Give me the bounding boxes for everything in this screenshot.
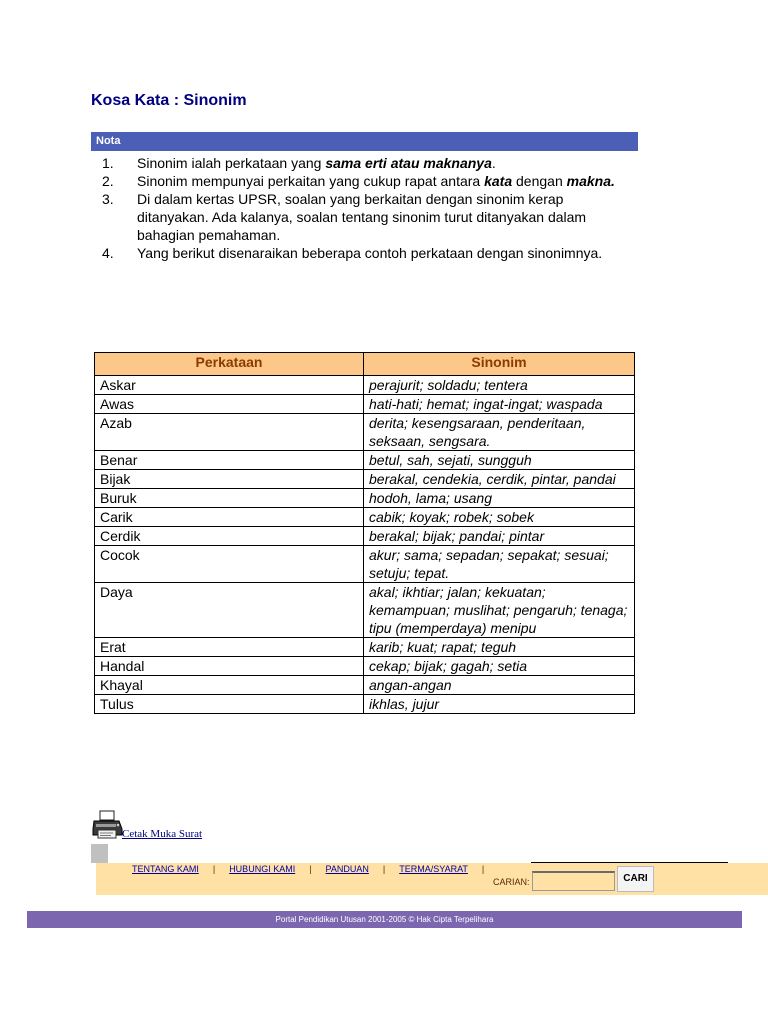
table-row — [95, 638, 635, 657]
search-button[interactable]: CARI — [617, 866, 654, 892]
search-input[interactable] — [532, 871, 615, 891]
copyright-footer: Portal Pendidikan Utusan 2001-2005 © Hak Cipta Terpelihara — [27, 911, 742, 928]
table-row — [95, 451, 635, 470]
synonym-cell: betul, sah, sejati, sungguh — [364, 451, 635, 470]
nav-links — [132, 864, 498, 874]
list-item — [102, 172, 632, 190]
synonym-table — [94, 352, 635, 714]
footer-nav — [96, 863, 768, 895]
text-segment: Sinonim mempunyai perkaitan yang cukup rapat antara — [137, 173, 485, 189]
word-cell: Askar — [95, 376, 364, 395]
word-cell: Azab — [95, 414, 364, 451]
list-number: 3. — [102, 191, 114, 207]
search-label: CARIAN: — [493, 877, 530, 887]
table-row — [95, 395, 635, 414]
table-row — [95, 695, 635, 714]
word-cell: Benar — [95, 451, 364, 470]
nav-separator: | — [309, 864, 312, 874]
nav-link-terma-syarat[interactable]: TERMA/SYARAT — [399, 864, 468, 874]
synonym-cell: hati-hati; hemat; ingat-ingat; waspada — [364, 395, 635, 414]
word-cell: Bijak — [95, 470, 364, 489]
word-cell: Erat — [95, 638, 364, 657]
nota-heading: Nota — [91, 132, 638, 151]
synonym-cell: ikhlas, jujur — [364, 695, 635, 714]
text-segment: dengan — [512, 173, 567, 189]
table-row — [95, 470, 635, 489]
decorative-block — [745, 895, 768, 911]
table-row — [95, 546, 635, 583]
word-cell: Awas — [95, 395, 364, 414]
synonym-cell: karib; kuat; rapat; teguh — [364, 638, 635, 657]
column-header: Sinonim — [364, 353, 635, 376]
nav-separator: | — [212, 864, 216, 874]
emphasis-text: makna. — [566, 173, 615, 189]
decorative-block — [91, 844, 108, 863]
word-cell: Cerdik — [95, 527, 364, 546]
table-row — [95, 414, 635, 451]
table-row — [95, 508, 635, 527]
synonym-cell: perajurit; soldadu; tentera — [364, 376, 635, 395]
table-row — [95, 489, 635, 508]
table-header-row — [95, 353, 635, 376]
text-segment: . — [491, 155, 496, 171]
page-title: Kosa Kata : Sinonim — [91, 92, 247, 109]
table-row — [95, 657, 635, 676]
synonym-cell: akur; sama; sepadan; sepakat; sesuai; setuju; tepat. — [364, 546, 635, 583]
print-page-link[interactable]: Cetak Muka Surat — [122, 828, 203, 840]
word-cell: Khayal — [95, 676, 364, 695]
nav-separator: | — [481, 864, 485, 874]
synonym-cell: hodoh, lama; usang — [364, 489, 635, 508]
synonym-cell: derita; kesengsaraan, penderitaan, seksaan, sengsara. — [364, 414, 635, 451]
list-number: 2. — [102, 173, 114, 189]
word-cell: Carik — [95, 508, 364, 527]
list-text — [137, 172, 632, 190]
synonym-cell: angan-angan — [364, 676, 635, 695]
table-row — [95, 527, 635, 546]
printer-icon[interactable] — [91, 810, 123, 840]
list-text: Di dalam kertas UPSR, soalan yang berkaitan dengan sinonim kerap ditanyakan. Ada kalanya, soalan tentang sinonim turut ditanyakan dalam bahagian pemahaman. — [137, 191, 587, 243]
list-number: 1. — [102, 155, 114, 171]
word-cell: Tulus — [95, 695, 364, 714]
list-item — [102, 154, 632, 172]
nota-list — [102, 154, 632, 262]
list-text: Yang berikut disenaraikan beberapa contoh perkataan dengan sinonimnya. — [137, 245, 603, 261]
emphasis-text: sama erti atau maknanya — [325, 155, 492, 171]
nav-separator: | — [382, 864, 386, 874]
list-item — [102, 190, 632, 244]
emphasis-text: kata — [484, 173, 513, 189]
synonym-cell: cabik; koyak; robek; sobek — [364, 508, 635, 527]
word-cell: Daya — [95, 583, 364, 638]
synonym-cell: berakal; bijak; pandai; pintar — [364, 527, 635, 546]
nav-link-tentang-kami[interactable]: TENTANG KAMI — [132, 864, 199, 874]
word-cell: Handal — [95, 657, 364, 676]
nav-link-hubungi-kami[interactable]: HUBUNGI KAMI — [229, 864, 296, 874]
table-row — [95, 376, 635, 395]
synonym-cell: berakal, cendekia, cerdik, pintar, pandai — [364, 470, 635, 489]
list-item — [102, 244, 632, 262]
list-number: 4. — [102, 245, 114, 261]
column-header: Perkataan — [95, 353, 364, 376]
list-text — [137, 154, 632, 172]
synonym-cell: akal; ikhtiar; jalan; kekuatan; kemampuan; muslihat; pengaruh; tenaga; tipu (memperdaya) menipu — [364, 583, 635, 638]
text-segment: Sinonim ialah perkataan yang — [137, 155, 326, 171]
word-cell: Buruk — [95, 489, 364, 508]
table-row — [95, 583, 635, 638]
nav-link-panduan[interactable]: PANDUAN — [325, 864, 369, 874]
word-cell: Cocok — [95, 546, 364, 583]
table-row — [95, 676, 635, 695]
synonym-cell: cekap; bijak; gagah; setia — [364, 657, 635, 676]
